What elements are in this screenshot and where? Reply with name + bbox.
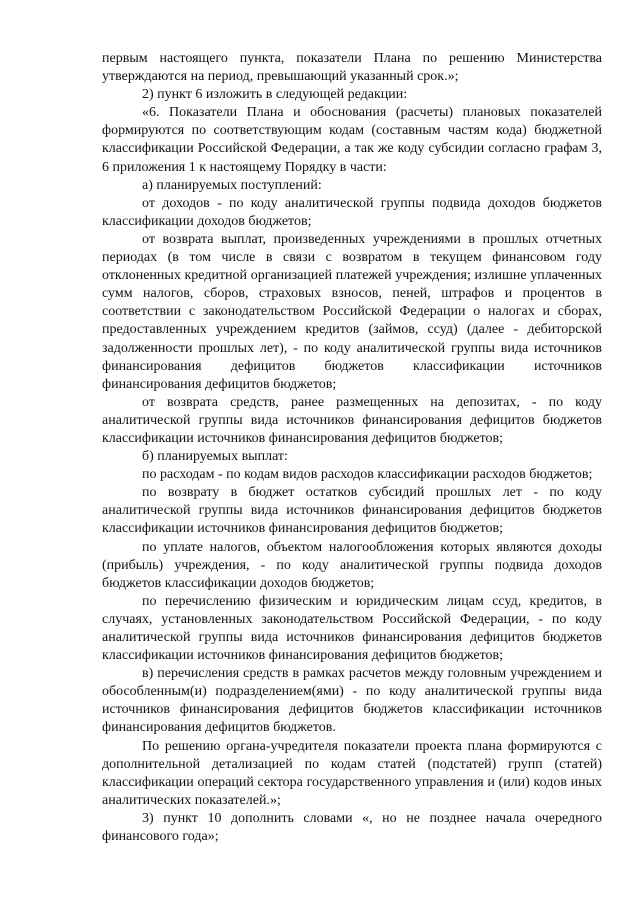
paragraph: по расходам - по кодам видов расходов классификации расходов бюджетов; — [142, 467, 593, 483]
paragraph: «6. Показатели Плана и обоснования (расчеты) плановых показателей формируются по соответствующим кодам (составным частям кода) бюджетной классификации Российской Федерации, а так же коду субсидии согласно графам 3, 6 приложения 1 к настоящему Порядку в части: — [102, 105, 602, 175]
paragraph: от доходов - по коду аналитической группы подвида доходов бюджетов классификации доходов бюджетов; — [102, 195, 602, 229]
paragraph: от возврата выплат, произведенных учреждениями в прошлых отчетных периодах (в том числе в связи с возвратом в текущем финансовом году отклоненных кредитной организацией платежей учреждения; излишне уплаченных сумм налогов, сборов, страховых взносов, пеней, штрафов и процентов в соответствии с законодательством Российской Федерации о налогах и сборах, предоставленных учреждением кредитов (займов, ссуд) (далее - дебиторской задолженности прошлых лет), - по коду аналитической группы вида источников финансирования дефицитов бюджетов классификации источников финансирования дефицитов бюджетов; — [102, 231, 602, 392]
paragraph: от возврата средств, ранее размещенных на депозитах, - по коду аналитической группы вида источников финансирования дефицитов бюджетов классификации источников финансирования дефицитов бюджетов; — [102, 394, 602, 446]
paragraph: первым настоящего пункта, показатели Плана по решению Министерства утверждаются на период, превышающий указанный срок.»; — [102, 51, 602, 85]
paragraph: а) планируемых поступлений: — [142, 177, 322, 193]
paragraph: б) планируемых выплат: — [142, 449, 288, 465]
paragraph: По решению органа-учредителя показатели проекта плана формируются с дополнительной детализацией по кодам статей (подстатей) групп (статей) классификации операций сектора государственного управления и (или) кодов иных аналитических показателей.»; — [102, 738, 602, 808]
paragraph: в) перечисления средств в рамках расчетов между головным учреждением и обособленным(и) подразделением(ями) - по коду аналитической группы вида источников финансирования дефицитов бюджетов классификации источников финансирования дефицитов бюджетов. — [102, 666, 602, 736]
paragraph: по уплате налогов, объектом налогообложения которых являются доходы (прибыль) учреждения, - по коду аналитической группы подвида доходов бюджетов классификации доходов бюджетов; — [102, 539, 602, 591]
paragraph: 2) пункт 6 изложить в следующей редакции: — [142, 87, 408, 103]
paragraph: 3) пункт 10 дополнить словами «, но не позднее начала очередного финансового года»; — [102, 810, 602, 845]
paragraph: по возврату в бюджет остатков субсидий прошлых лет - по коду аналитической группы вида источников финансирования дефицитов бюджетов классификации источников финансирования дефицитов бюджетов; — [102, 485, 602, 537]
paragraph: по перечислению физическим и юридическим лицам ссуд, кредитов, в случаях, установленных законодательством Российской Федерации, - по коду аналитической группы вида источников финансирования дефицитов бюджетов классификации источников финансирования дефицитов бюджетов; — [102, 593, 602, 664]
